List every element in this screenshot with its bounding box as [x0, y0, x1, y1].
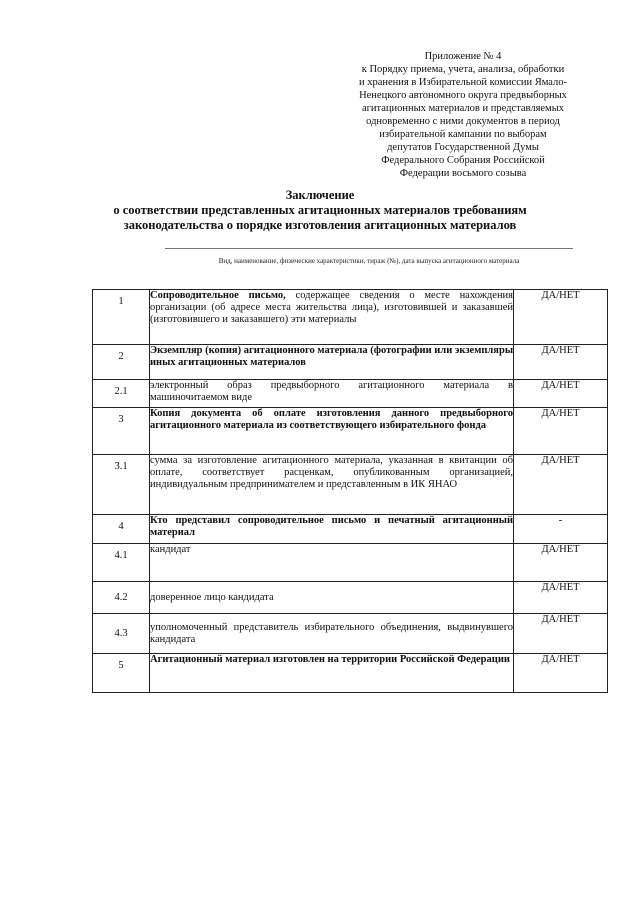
row-answer: -: [514, 515, 608, 544]
title-line-1: Заключение: [285, 188, 355, 202]
row-answer: ДА/НЕТ: [514, 345, 608, 380]
row-description: [150, 654, 514, 693]
table-row: [93, 455, 608, 515]
row-answer: ДА/НЕТ: [514, 544, 608, 582]
row-description: [150, 380, 514, 408]
document-title: [0, 188, 640, 233]
row-answer: ДА/НЕТ: [514, 455, 608, 515]
row-text: доверенное лицо кандидата: [150, 591, 274, 603]
row-answer: ДА/НЕТ: [514, 582, 608, 614]
row-description: [150, 614, 514, 654]
row-number: 4.3: [93, 614, 150, 654]
annex-line: Ненецкого автономного округа предвыборных: [359, 90, 567, 101]
row-number: 2.1: [93, 380, 150, 408]
row-number: 3: [93, 408, 150, 455]
annex-line: и хранения в Избирательной комиссии Ямало-: [358, 77, 568, 88]
table-row: [93, 614, 608, 654]
row-number: 4.1: [93, 544, 150, 582]
row-description: [150, 515, 514, 544]
annex-line: Федерации восьмого созыва: [399, 168, 527, 179]
row-text: сумма за изготовление агитационного материала, указанная в квитанции об оплате, соответствует расценкам, опубликованным организацией, индивидуальным предпринимателем и представленным в ИК ЯНАО: [150, 455, 513, 490]
annex-line: депутатов Государственной Думы: [387, 142, 539, 153]
row-answer: ДА/НЕТ: [514, 614, 608, 654]
fill-in-caption: Вид, наименование, физические характеристики, тираж (№), дата выпуска агитационного материала: [218, 257, 520, 265]
row-lead: Сопроводительное письмо,: [150, 290, 286, 301]
row-number: 5: [93, 654, 150, 693]
row-text: электронный образ предвыборного агитационного материала в машиночитаемом виде: [150, 380, 513, 403]
annex-line: агитационных материалов и представляемых: [361, 103, 565, 114]
annex-line: избирательной кампании по выборам: [379, 129, 547, 140]
row-number: 1: [93, 290, 150, 345]
fill-in-line: [165, 248, 573, 249]
row-text: уполномоченный представитель избирательного объединения, выдвинувшего кандидата: [150, 621, 513, 645]
annex-line: Приложение № 4: [424, 51, 502, 62]
row-lead: Экземпляр (копия) агитационного материала (фотографии или экземпляры иных агитационных материалов: [150, 345, 514, 368]
row-answer: ДА/НЕТ: [514, 380, 608, 408]
row-number: 4.2: [93, 582, 150, 614]
row-description: [150, 345, 514, 380]
row-text: кандидат: [150, 544, 191, 555]
row-description: [150, 544, 514, 582]
row-answer: ДА/НЕТ: [514, 654, 608, 693]
table-row: [93, 582, 608, 614]
annex-line: одновременно с ними документов в период: [366, 116, 560, 127]
row-description: [150, 455, 514, 515]
row-lead: Агитационный материал изготовлен на территории Российской Федерации: [150, 654, 510, 665]
table-row: [93, 515, 608, 544]
row-answer: ДА/НЕТ: [514, 290, 608, 345]
row-text: содержащее сведения о месте нахождения организации (об адресе места жительства лица), изготовившей и заказавшей (изготовившего и заказавшего) эти материалы: [150, 290, 514, 325]
table-row: [93, 408, 608, 455]
table-row: [93, 345, 608, 380]
title-line-3: законодательства о порядке изготовления агитационных материалов: [123, 218, 517, 232]
annex-line: Федерального Собрания Российской: [381, 155, 545, 166]
row-description: [150, 290, 514, 345]
title-line-2: о соответствии представленных агитационных материалов требованиям: [113, 203, 527, 217]
checklist-table: [92, 289, 608, 693]
table-row: [93, 290, 608, 345]
row-number: 2: [93, 345, 150, 380]
row-number: 3.1: [93, 455, 150, 515]
row-description: [150, 582, 514, 614]
row-lead: Копия документа об оплате изготовления данного предвыборного агитационного материала из соответствующего избирательного фонда: [150, 408, 513, 431]
row-lead: Кто представил сопроводительное письмо и печатный агитационный материал: [150, 515, 513, 538]
table-row: [93, 544, 608, 582]
row-number: 4: [93, 515, 150, 544]
row-description: [150, 408, 514, 455]
annex-header: [328, 50, 598, 180]
row-answer: ДА/НЕТ: [514, 408, 608, 455]
table-row: [93, 654, 608, 693]
table-row: [93, 380, 608, 408]
annex-line: к Порядку приема, учета, анализа, обработки: [361, 64, 565, 75]
